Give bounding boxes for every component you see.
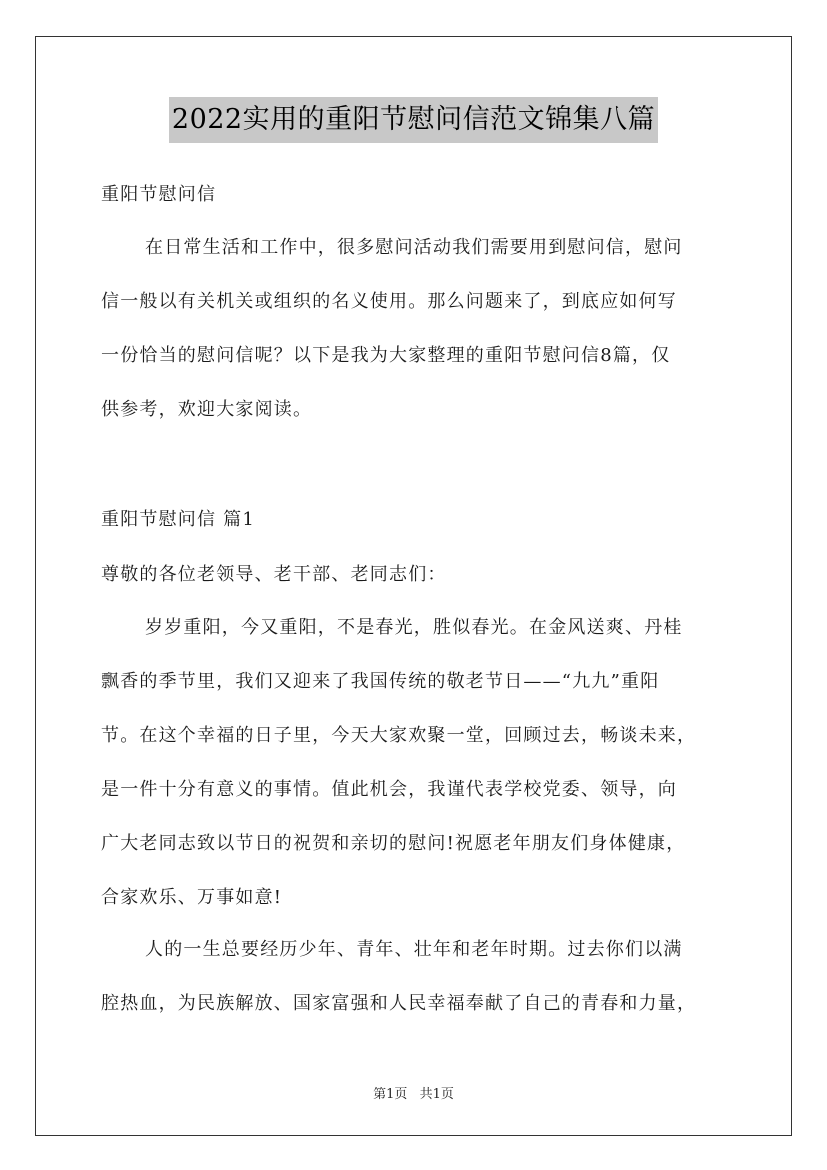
salutation: 尊敬的各位老领导、老干部、老同志们：	[101, 564, 447, 585]
page-footer	[0, 1083, 827, 1102]
paragraph-line: 是一件十分有意义的事情。值此机会，我谨代表学校党委、领导，向	[101, 779, 677, 800]
intro-line: 供参考，欢迎大家阅读。	[101, 399, 313, 420]
intro-line: 信一般以有关机关或组织的名义使用。那么问题来了，到底应如何写	[101, 291, 677, 312]
paragraph-line: 广大老同志致以节日的祝贺和亲切的慰问!祝愿老年朋友们身体健康，	[101, 833, 686, 854]
intro-line: 在日常生活和工作中，很多慰问活动我们需要用到慰问信，慰问	[145, 237, 683, 258]
intro-line: 一份恰当的慰问信呢？以下是我为大家整理的重阳节慰问信8篇，仅	[101, 345, 671, 366]
intro-heading: 重阳节慰问信	[101, 184, 217, 205]
page-number: 第1页	[373, 1087, 408, 1102]
intro-paragraph	[101, 221, 741, 437]
paragraph-line: 节。在这个幸福的日子里，今天大家欢聚一堂，回顾过去，畅谈未来，	[101, 725, 697, 746]
document-title: 2022实用的重阳节慰问信范文锦集八篇	[169, 97, 658, 143]
paragraph-line: 合家欢乐、万事如意!	[101, 887, 283, 908]
body-paragraph-1	[101, 601, 741, 925]
page-total: 共1页	[419, 1087, 454, 1102]
paragraph-line: 人的一生总要经历少年、青年、壮年和老年时期。过去你们以满	[145, 939, 683, 960]
paragraph-line: 飘香的季节里，我们又迎来了我国传统的敬老节日——“九九”重阳	[101, 671, 660, 692]
paragraph-line: 岁岁重阳，今又重阳，不是春光，胜似春光。在金风送爽、丹桂	[145, 617, 683, 638]
body-paragraph-2	[101, 923, 741, 1031]
section-heading: 重阳节慰问信 篇1	[101, 509, 255, 530]
title-container	[0, 97, 827, 143]
paragraph-line: 腔热血，为民族解放、国家富强和人民幸福奉献了自己的青春和力量，	[101, 993, 697, 1014]
